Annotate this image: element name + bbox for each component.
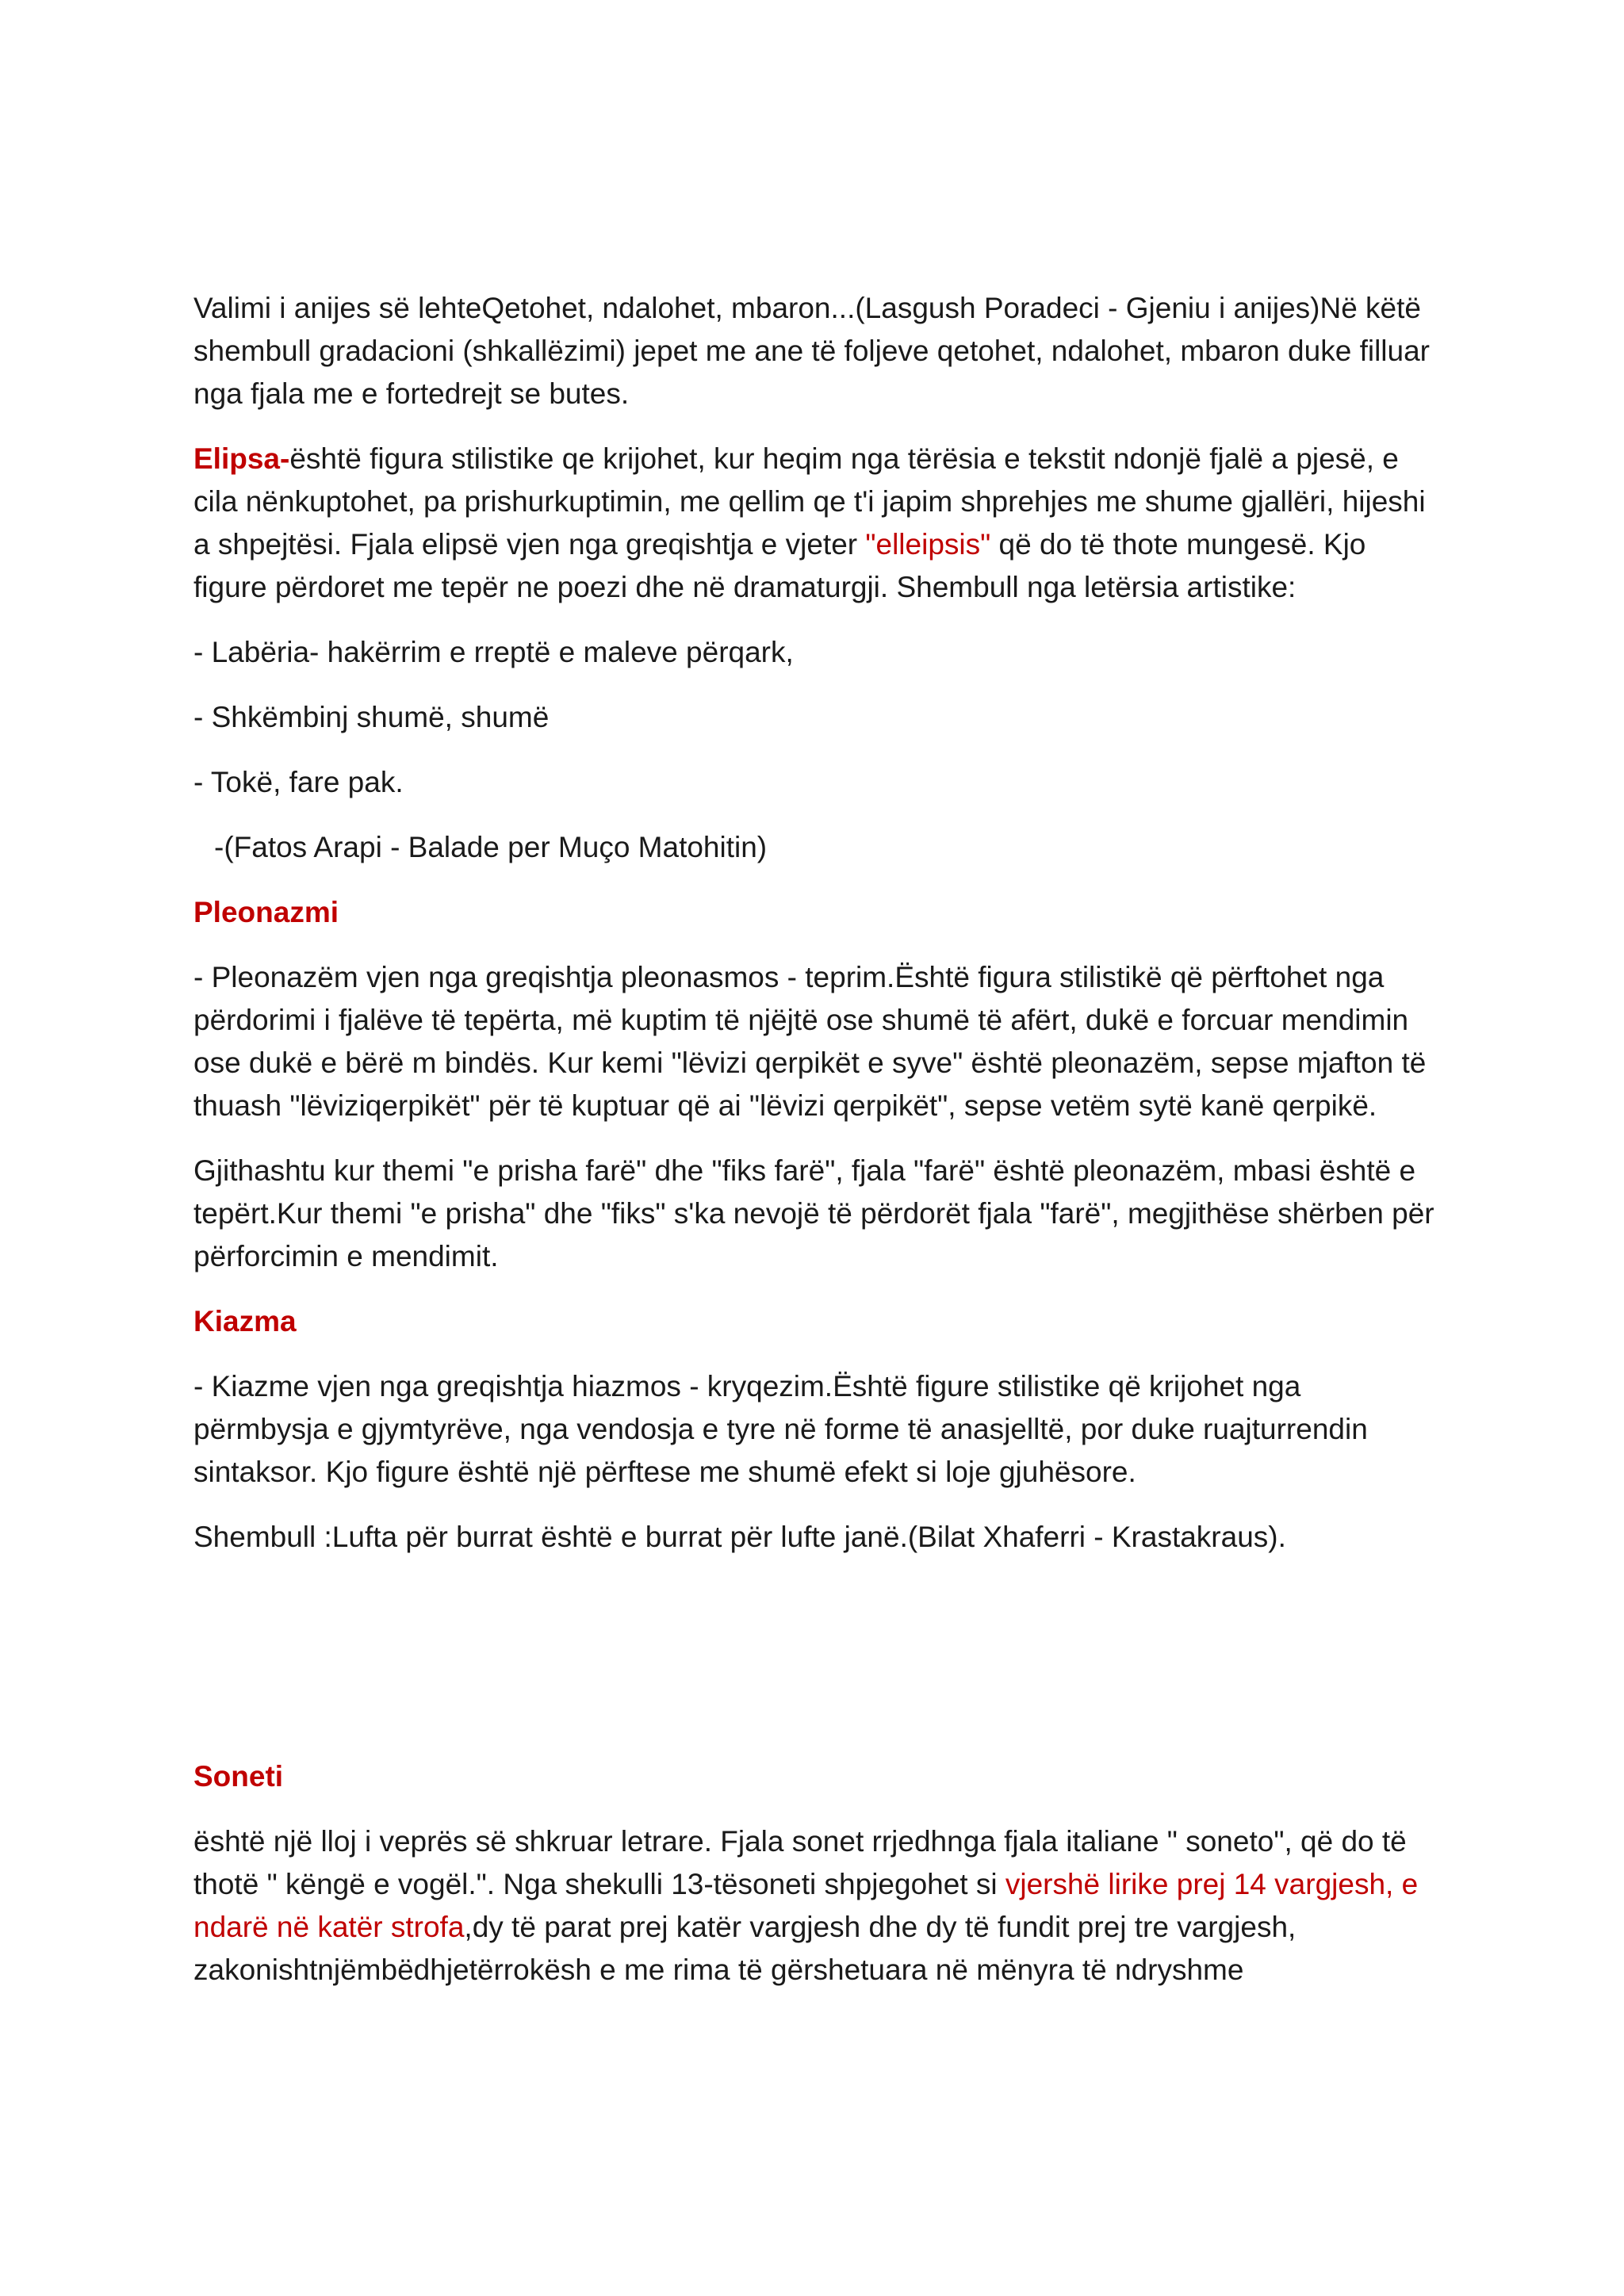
elipsa-paragraph (193, 438, 1438, 609)
elipsa-example-line-3: - Tokë, fare pak. (193, 766, 404, 798)
kiazma-paragraph-2: Shembull :Lufta për burrat është e burrat për lufte janë.(Bilat Xhaferri - Krastakraus). (193, 1521, 1286, 1553)
soneti-heading: Soneti (193, 1760, 284, 1793)
kiazma-heading: Kiazma (193, 1305, 297, 1337)
soneti-text-a: është një lloj i veprës së shkruar letrare. Fjala sonet rrjedhnga fjala italiane " soneto", që do të thotë " këngë e vogël.". Nga shekulli 13-tësoneti shpjegohet si (193, 1825, 1407, 1900)
pleonazmi-paragraph-2: Gjithashtu kur themi "e prisha farë" dhe "fiks farë", fjala "farë" është pleonazëm, mbasi është e tepërt.Kur themi "e prisha" dhe "fiks" s'ka nevojë të përdorët fjala "farë", megjithëse shërben për përforcimin e mendimit. (193, 1154, 1434, 1272)
section-spacer (193, 1581, 1438, 1755)
document-body (193, 287, 1438, 2014)
soneti-paragraph (193, 1820, 1438, 1992)
elipsa-example-line-1: - Labëria- hakërrim e rreptë e maleve përqark, (193, 636, 794, 668)
pleonazmi-paragraph-1: - Pleonazëm vjen nga greqishtja pleonasmos - teprim.Është figura stilistikë që përftohet nga përdorimi i fjalëve të tepërta, më kuptim të njëjtë ose shumë të afërt, dukë e forcuar mendimin ose dukë e bërë m bindës. Kur kemi "lëvizi qerpikët e syve" është pleonazëm, sepse mjafton të thuash "lëviziqerpikët" për të kuptuar që ai "lëvizi qerpikët", sepse vetëm sytë kanë qerpikë. (193, 961, 1427, 1122)
kiazma-paragraph-1: - Kiazme vjen nga greqishtja hiazmos - kryqezim.Është figure stilistike që krijohet nga përmbysja e gjymtyrëve, nga vendosja e tyre në forme të anasjelltë, por duke ruajturrendin sintaksor. Kjo figure është një përftese me shumë efekt si loje gjuhësore. (193, 1370, 1368, 1488)
elipsa-text-b: që do të thote mungesë. Kjo figure përdoret me tepër ne poezi dhe në dramaturgji. Shembull nga letërsia artistike: (193, 528, 1366, 603)
soneti-highlight: vjershë lirike prej 14 vargjesh, e ndarë në katër strofa (193, 1868, 1419, 1943)
soneti-text-b: ,dy të parat prej katër vargjesh dhe dy të fundit prej tre vargjesh, zakonishtnjëmbëdhjetërrokësh e me rima të gërshetuara në mënyra të ndryshme (193, 1911, 1297, 1986)
pleonazmi-heading: Pleonazmi (193, 896, 339, 928)
elipsa-text-a: është figura stilistike qe krijohet, kur heqim nga tërësia e tekstit ndonjë fjalë a pjesë, e cila nënkuptohet, pa prishurkuptimin, me qellim qe t'i japim shprehjes me shume gjallëri, hijeshi a shpejtësi. Fjala elipsë vjen nga greqishtja e vjeter (193, 442, 1426, 561)
elipsa-term: Elipsa- (193, 442, 290, 475)
elipsa-quoted-term: "elleipsis" (865, 528, 991, 561)
intro-paragraph: Valimi i anijes së lehteQetohet, ndalohet, mbaron...(Lasgush Poradeci - Gjeniu i anijes)Në këtë shembull gradacioni (shkallëzimi) jepet me ane të foljeve qetohet, ndalohet, mbaron duke filluar nga fjala me e fortedrejt se butes. (193, 292, 1430, 410)
elipsa-example-line-2: - Shkëmbinj shumë, shumë (193, 701, 550, 733)
elipsa-example-source: -(Fatos Arapi - Balade per Muço Matohitin) (214, 831, 768, 863)
